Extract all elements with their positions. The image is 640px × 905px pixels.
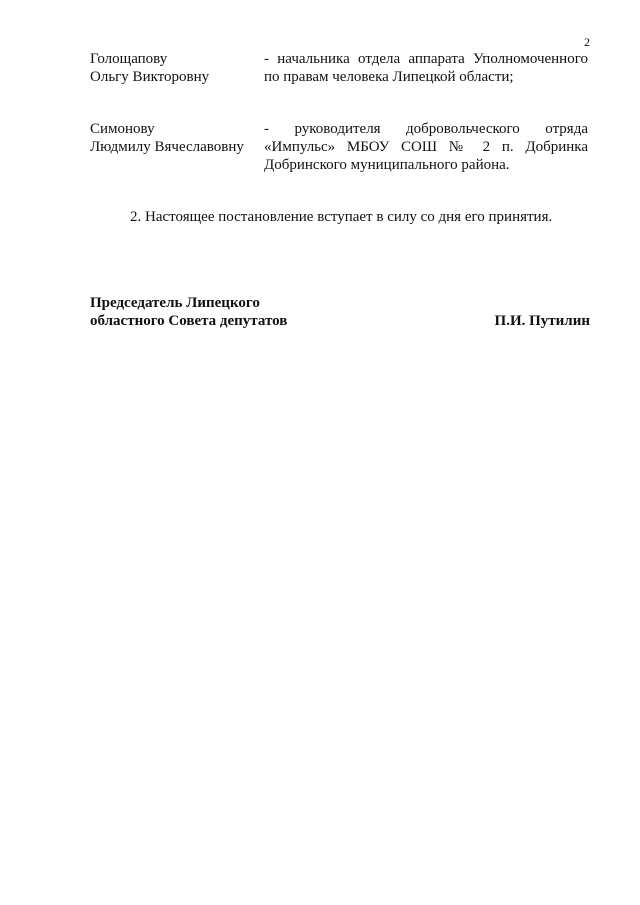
page-number: 2 [584, 35, 590, 49]
signer-name: П.И. Путилин [494, 313, 590, 329]
appointee-entry [90, 120, 590, 180]
appointee-position-line: «Импульс» МБОУ СОШ № 2 п. Добринка [264, 139, 588, 155]
appointee-position-line: по правам человека Липецкой области; [264, 69, 514, 85]
appointee-position [264, 120, 588, 174]
appointee-name [90, 120, 260, 156]
appointee-position-line: - начальника отдела аппарата Уполномоченного [264, 51, 588, 67]
appointee-given-names: Людмилу Вячеславовну [90, 139, 244, 155]
appointee-surname: Голощапову [90, 51, 168, 67]
signature-block [90, 294, 590, 330]
appointee-position [264, 50, 588, 86]
appointee-position-line: - руководителя добровольческого отряда [264, 121, 588, 137]
signer-position-line: областного Совета депутатов [90, 313, 288, 329]
appointee-surname: Симонову [90, 121, 155, 137]
appointee-name [90, 50, 260, 86]
effective-date-clause: 2. Настоящее постановление вступает в силу со дня его принятия. [130, 209, 553, 225]
signer-position-line: Председатель Липецкого [90, 295, 260, 311]
appointee-entry [90, 50, 590, 90]
appointee-given-names: Ольгу Викторовну [90, 69, 210, 85]
appointee-position-line: Добринского муниципального района. [264, 157, 510, 173]
